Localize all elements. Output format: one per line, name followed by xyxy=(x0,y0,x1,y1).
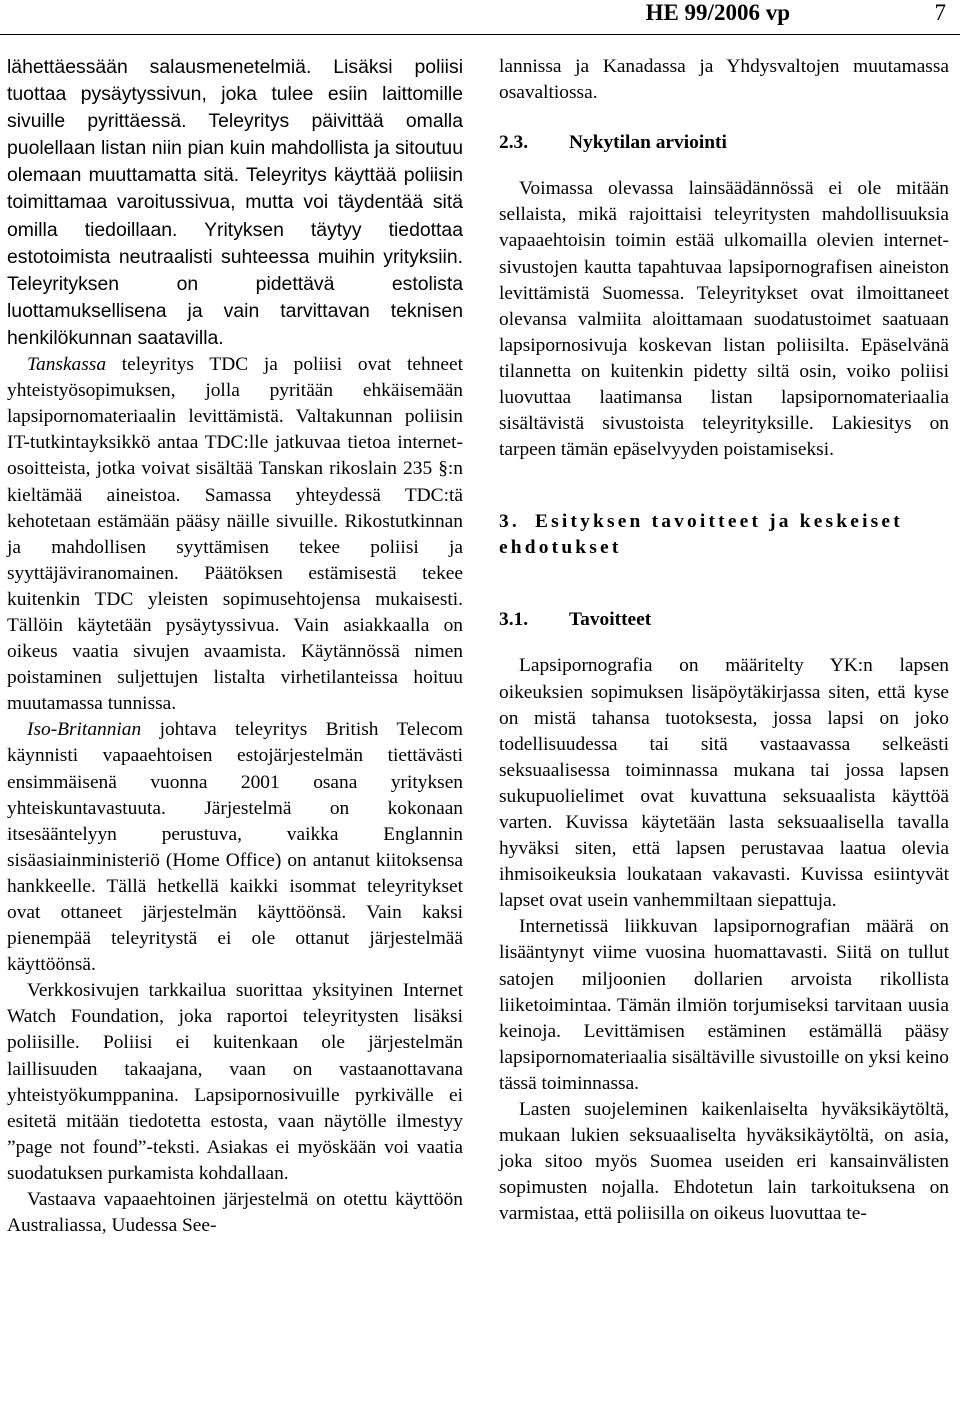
section-number: 3.1. xyxy=(499,609,529,631)
paragraph-text: lähettäessään salausmenetelmiä. Lisäksi poliisi tuottaa pysäytyssivun, joka tulee esiin laittomille sivuille pyrittäessä. xyxy=(7,56,463,133)
section-heading-3 xyxy=(499,509,949,561)
paragraph-continuation: lannissa ja Kanadassa ja Yhdysvaltojen muutamassa osavaltiossa. xyxy=(499,56,949,104)
section-heading-2-3 xyxy=(499,130,949,156)
header-rule xyxy=(0,34,960,35)
section-title: Tavoitteet xyxy=(569,609,652,631)
paragraph-text: teleyritys TDC ja poliisi ovat tehneet yhteistyösopimuksen, jolla pyritään ehkäisemään lapsipornomateriaalin levittämistä. Valtakunnan poliisin IT-tutkintayksikkö antaa TDC:lle jatkuvaa tietoa internet-osoitteista, jotka voivat sisältää Tanskan rikoslain 235 §:n kieltämää aineistoa. Samassa yhteydessä TDC:tä kehotetaan estämään pääsy näille sivuille. Rikostutkinnan ja mahdollisen syyttämisen tekee poliisi ja syyttäjäviranomainen. Päätöksen estämisestä tekee kuitenkin TDC yleisten sopimusehtojensa mukaisesti. Tällöin käytetään pysäytyssivua. Vain asiakkaalla on oikeus vaatia sivujen avaamista. Käytännössä nimen poistaminen suljettujen listalta virhetilanteissa hoituu muutamassa tunnissa. xyxy=(7,354,463,715)
paragraph-internet: Internetissä liikkuvan lapsipornografian määrä on lisääntynyt viime vuosina huomattavasti. Siitä on tullut satojen miljoonien dollarien arvoista rikollista liiketoimintaa. Tämän ilmiön torjumiseksi tarvitaan uusia keinoja. Levittämisen estäminen estämällä pääsy lapsipornomateriaalia sisältäville sivustoille on yksi keino tässä toiminnassa. xyxy=(499,916,949,1094)
paragraph-denmark xyxy=(7,352,463,717)
paragraph-iwf: Verkkosivujen tarkkailua suorittaa yksityinen Internet Watch Foundation, joka raportoi teleyritysten lisäksi poliisille. Poliisi ei kuitenkaan ole järjestelmän laillisuuden takaajana, vaan on vastaanottavana yhteistyökumppanina. Lapsipornosivuille pyrkivälle ei esitetä mitään tiedotetta estosta, vaan näytölle ilmestyy ”page not found”-teksti. Asiakas ei myöskään voi vaatia suodatuksen purkamista kohdallaan. xyxy=(7,980,463,1184)
paragraph-text: johtava teleyritys British Telecom käynnisti vapaaehtoisen estojärjestelmän tiettävästi ensimmäisenä vuonna 2001 osana yrityksen yhteiskuntavastuuta. Järjestelmä on kokonaan itsesääntelyyn perustuva, vaikka Englannin sisäasiainministeriö (Home Office) on antanut kiitoksensa hankkeelle. Tällä hetkellä kaikki isommat teleyritykset ovat ottaneet järjestelmän käyttöönsä. Vain kaksi pienempää teleyritystä ei ole ottanut järjestelmää käyttöönsä. xyxy=(7,719,463,976)
paragraph-definition: Lapsipornografia on määritelty YK:n lapsen oikeuksien sopimuksen lisäpöytäkirjassa siten, että kyse on mistä tahansa tuotoksesta, jossa lapsi on joko todellisuudessa tai sitä vastaavassa selkeästi seksuaalisessa toiminnassa mukana tai jossa lapsen sukupuolielimet ovat kuvattuna seksuaalista käyttöä varten. Kuvissa käytetään lasta seksuaalisella tavalla hyväksi siten, että lapsen perustavaa laatua olevia ihmisoikeuksia loukataan vakavasti. Kuvissa esiintyvät lapset ovat usein vanhemmiltaan siepattuja. xyxy=(499,655,949,912)
right-column xyxy=(499,54,949,1227)
page-number: 7 xyxy=(934,0,946,25)
paragraph-uk xyxy=(7,717,463,978)
section-number: 2.3. xyxy=(499,132,529,154)
paragraph-other-countries: Vastaava vapaaehtoinen järjestelmä on otettu käyttöön Australiassa, Uudessa See- xyxy=(7,1189,463,1237)
page-header xyxy=(0,0,960,34)
paragraph-assessment: Voimassa olevassa lainsäädännössä ei ole mitään sellaista, mikä rajoittaisi teleyritysten mahdollisuuksia vapaaehtoisin toimin estää ulkomailla olevien internet-sivustojen kautta tapahtuvaa lapsipornografisen aineiston levittämistä Suomessa. Teleyritykset ovat ilmoittaneet olevansa valmiita aloittamaan suodatustoimet saatuaan lapsipornosivuja koskevan listan poliisilta. Epäselvänä tilannetta on kuitenkin pidetty siltä osin, voiko poliisi luovuttaa laatimansa listan lapsipornomateriaalia sisältävistä sivustoista teleyrityksille. Lakiesitys on tarpeen tämän epäselvyyden poistamiseksi. xyxy=(499,178,949,461)
paragraph-finland-procedure xyxy=(7,54,463,352)
country-name: Iso-Britannian xyxy=(27,719,142,741)
section-number: 3. xyxy=(499,511,520,533)
country-name: Tanskassa xyxy=(27,354,107,376)
paragraph-protection: Lasten suojeleminen kaikenlaiselta hyväksikäytöltä, mukaan lukien seksuaaliselta hyväksikäytöltä, on asia, joka sitoo myös Suomea useiden eri kansainvälisten sopimusten nojalla. Ehdotetun lain tarkoituksena on varmistaa, että poliisilla on oikeus luovuttaa te- xyxy=(499,1099,949,1225)
left-column xyxy=(7,54,463,1239)
section-title: Nykytilan arviointi xyxy=(569,132,727,154)
document-id: HE 99/2006 vp xyxy=(645,0,790,25)
paragraph-text: Teleyritys päivittää omalla puolellaan listan niin pian kuin mahdollista ja sitoutuu olemaan muuttamatta sitä. Teleyritys käyttää poliisin toimittamaa varoitussivua, mutta voi täydentää sitä omilla tiedoillaan. Yrityksen täytyy tiedottaa estotoimista neutraalisti suhteessa muihin yrityksiin. Teleyrityksen on pidettävä estolista luottamuksellisena ja vain tarvittavan teknisen henkilökunnan saatavilla. xyxy=(7,110,463,349)
section-title: Esityksen tavoitteet ja keskeiset ehdotukset xyxy=(499,511,903,559)
section-heading-3-1 xyxy=(499,607,949,633)
